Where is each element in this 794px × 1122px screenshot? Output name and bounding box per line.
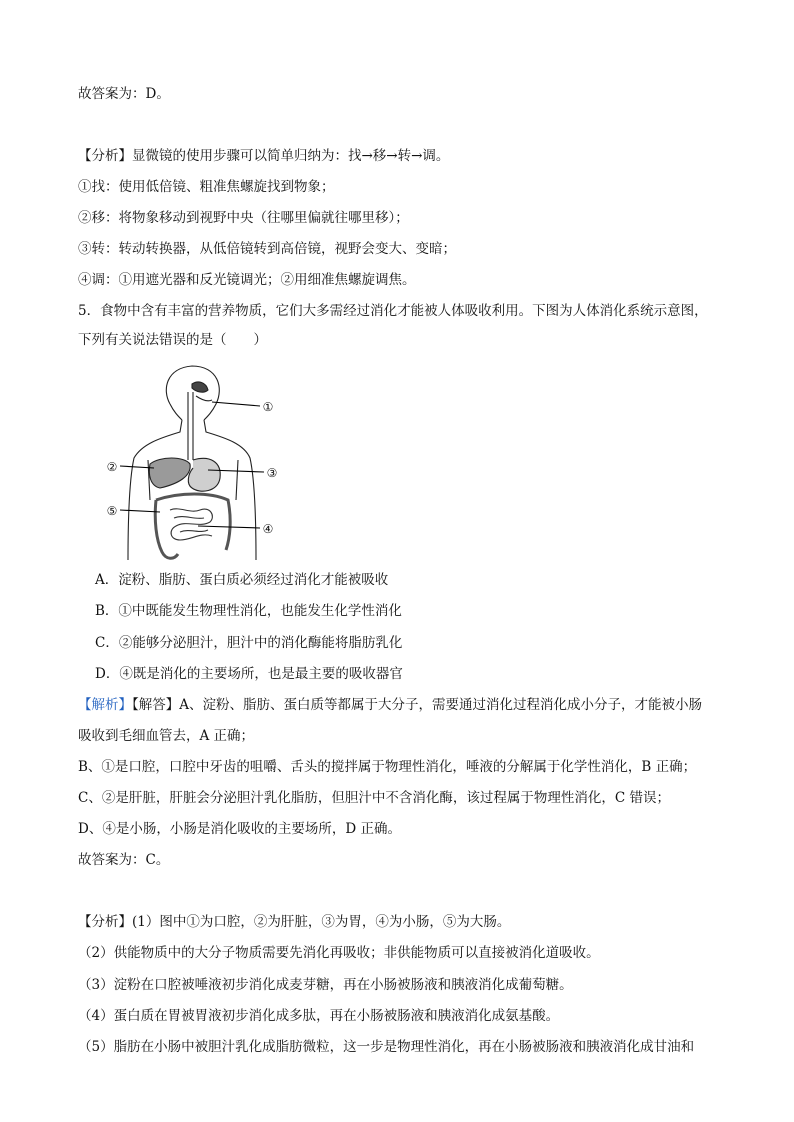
digestive-system-diagram <box>100 360 290 565</box>
callout-2: ② <box>106 460 118 474</box>
prev-answer: 故答案为：D。 <box>78 86 170 102</box>
question-stem-line2: 下列有关说法错误的是（ ） <box>78 332 267 348</box>
callout-4: ④ <box>262 522 274 536</box>
solution-tag: 【解析】 <box>78 697 132 713</box>
prev-step-1: ①找：使用低倍镜、粗准焦螺旋找到物象； <box>78 179 335 195</box>
analysis-line-3: （3）淀粉在口腔被唾液初步消化成麦芽糖，再在小肠被肠液和胰液消化成葡萄糖。 <box>78 977 573 993</box>
prev-step-2: ②移：将物象移动到视野中央（往哪里偏就往哪里移）； <box>78 210 409 226</box>
analysis-line-2: （2）供能物质中的大分子物质需要先消化再吸收；非供能物质可以直接被消化道吸收。 <box>78 945 600 961</box>
solution-line-1 <box>78 695 702 715</box>
option-b: B．①中既能发生物理性消化，也能发生化学性消化 <box>95 603 402 619</box>
prev-analysis-title: 【分析】显微镜的使用步骤可以简单归纳为：找→移→转→调。 <box>78 148 450 164</box>
solution-line-2: 吸收到毛细血管去，A 正确； <box>78 728 255 744</box>
solution-line-5: D、④是小肠，小肠是消化吸收的主要场所，D 正确。 <box>78 821 401 837</box>
option-a: A．淀粉、脂肪、蛋白质必须经过消化才能被吸收 <box>95 572 389 588</box>
prev-step-3: ③转：转动转换器，从低倍镜转到高倍镜，视野会变大、变暗； <box>78 241 456 257</box>
prev-step-4: ④调：①用遮光器和反光镜调光；②用细准焦螺旋调焦。 <box>78 272 416 288</box>
callout-5: ⑤ <box>106 504 118 518</box>
solution-line-1-text: 【解答】A、淀粉、脂肪、蛋白质等都属于大分子，需要通过消化过程消化成小分子，才能被小肠 <box>132 697 702 713</box>
solution-line-3: B、①是口腔，口腔中牙齿的咀嚼、舌头的搅拌属于物理性消化，唾液的分解属于化学性消化，B 正确； <box>78 759 697 775</box>
solution-line-4: C、②是肝脏，肝脏会分泌胆汁乳化脂肪，但胆汁中不含消化酶，该过程属于物理性消化，C 错误； <box>78 790 670 806</box>
analysis-line-1: 【分析】(1）图中①为口腔，②为肝脏，③为胃，④为小肠，⑤为大肠。 <box>78 914 511 930</box>
option-c: C．②能够分泌胆汁，胆汁中的消化酶能将脂肪乳化 <box>95 635 403 651</box>
callout-1: ① <box>262 400 274 414</box>
analysis-line-5: （5）脂肪在小肠中被胆汁乳化成脂肪微粒，这一步是物理性消化，再在小肠被肠液和胰液消化成甘油和 <box>78 1039 695 1055</box>
question-stem-line1: 5．食物中含有丰富的营养物质，它们大多需经过消化才能被人体吸收利用。下图为人体消化系统示意图， <box>78 303 708 319</box>
solution-answer: 故答案为：C。 <box>78 852 170 868</box>
analysis-line-4: （4）蛋白质在胃被胃液初步消化成多肽，再在小肠被肠液和胰液消化成氨基酸。 <box>78 1008 560 1024</box>
option-d: D．④既是消化的主要场所，也是最主要的吸收器官 <box>95 666 403 682</box>
callout-3: ③ <box>266 466 278 480</box>
